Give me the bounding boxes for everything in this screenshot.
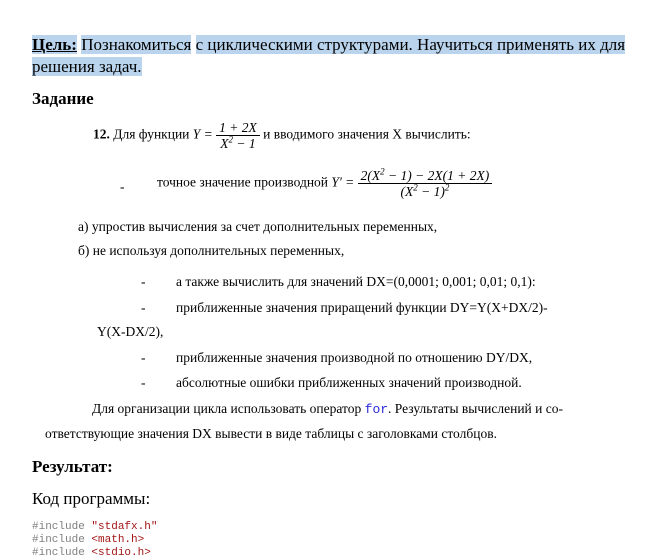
for-keyword: for: [364, 402, 389, 417]
problem-statement: [93, 120, 471, 151]
instructions-line1: Для организации цикла использовать оператор for. Результаты вычислений и со-: [92, 401, 563, 417]
task-heading: Задание: [32, 89, 94, 108]
sub1-dash: -: [141, 274, 146, 289]
instructions-line2: ответствующие значения DX вывести в виде таблицы с заголовками столбцов.: [45, 426, 497, 441]
result-heading: Результат:: [32, 457, 113, 476]
y-symbol: Y =: [192, 126, 213, 142]
derivative-line: [157, 168, 492, 199]
code-line: #include "stdafx.h": [32, 521, 158, 533]
code-block: [32, 521, 157, 560]
sub3-text: приближенные значения производной по отношению DY/DX,: [176, 350, 533, 365]
derivative-denominator: $(X^2 - 1)^2$: [400, 182, 450, 199]
sub3-dash: -: [141, 350, 146, 365]
derivative-fraction: [358, 168, 493, 199]
derivative-symbol: Y' =: [331, 174, 355, 190]
option-b: б) не используя дополнительных переменных,: [78, 243, 345, 258]
function-numerator: 1 + 2X: [216, 120, 260, 136]
goal-text-highlighted: Познакомиться: [81, 35, 192, 54]
derivative-numerator: $2(X^2 - 1) - 2X(1 + 2X)$: [358, 168, 493, 184]
code-line: #include <stdio.h>: [32, 547, 151, 559]
sub2-text-line1: приближенные значения приращений функции DY=Y(X+DX/2)-: [176, 300, 548, 315]
goal-label: Цель:: [32, 35, 77, 54]
goal-paragraph: [32, 34, 642, 78]
function-denominator: $X^2 - 1$: [220, 134, 256, 151]
sub2-text-line2: Y(X-DX/2),: [97, 324, 164, 339]
code-heading: Код программы:: [32, 489, 151, 508]
option-a: а) упростив вычисления за счет дополнительных переменных,: [78, 219, 438, 234]
problem-number: 12.: [93, 126, 110, 142]
problem-intro: Для функции: [113, 126, 190, 142]
code-line: #include <math.h>: [32, 534, 145, 546]
bullet-dash: -: [120, 179, 125, 194]
derivative-text: точное значение производной: [157, 174, 329, 190]
function-fraction: [216, 120, 260, 151]
sub2-dash: -: [141, 300, 146, 315]
sub4-dash: -: [141, 375, 146, 390]
goal-text: с циклическими структурами. Научиться применять их для решения задач.: [32, 35, 626, 76]
problem-after-function: и вводимого значения X вычислить:: [263, 126, 471, 142]
sub1-text: а также вычислить для значений DX=(0,0001; 0,001; 0,01; 0,1):: [176, 274, 536, 289]
sub4-text: абсолютные ошибки приближенных значений производной.: [176, 375, 522, 390]
